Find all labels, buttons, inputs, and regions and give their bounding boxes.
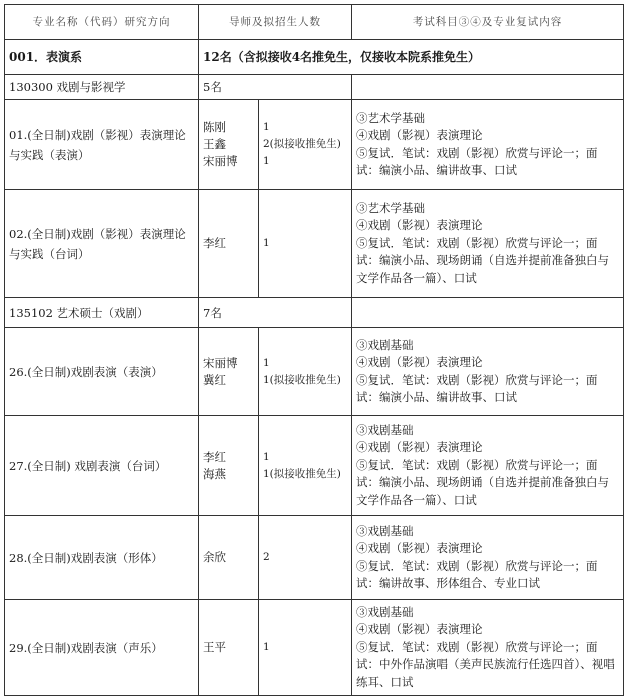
- exam-line: ⑤复试．笔试：戏剧（影视）欣赏与评论一；面试：编演小品、现场朗诵（自选并提前准备独白与文学作品各一篇）、口试: [356, 235, 609, 285]
- count-list: [259, 600, 352, 696]
- exam-line: ④戏剧（影视）表演理论: [356, 541, 483, 555]
- exam-line: ④戏剧（影视）表演理论: [356, 355, 483, 369]
- direction-name: 02.(全日制)戏剧（影视）表演理论与实践（台词）: [5, 190, 199, 298]
- direction-row: [5, 100, 624, 190]
- direction-name: 29.(全日制)戏剧表演（声乐）: [5, 600, 199, 696]
- exam-content: [352, 190, 624, 298]
- major-quota: 5名: [199, 75, 352, 100]
- advisor-name: 宋丽博: [203, 154, 238, 168]
- advisor-count: 2: [263, 551, 270, 563]
- advisor-name: 冀红: [203, 372, 226, 387]
- exam-line: ⑤复试．笔试：戏剧（影视）欣赏与评论一；面试：编讲故事、形体组合、专业口试: [356, 558, 598, 590]
- exam-content: [352, 328, 624, 416]
- direction-name: 01.(全日制)戏剧（影视）表演理论与实践（表演）: [5, 100, 199, 190]
- direction-row: [5, 190, 624, 298]
- count-list: [259, 416, 352, 516]
- direction-name: 26.(全日制)戏剧表演（表演）: [5, 328, 199, 416]
- major-row: [5, 75, 624, 100]
- major-empty: [352, 298, 624, 328]
- header-exam: 考试科目③④及专业复试内容: [352, 5, 624, 40]
- exam-line: ⑤复试．笔试：戏剧（影视）欣赏与评论一；面试：中外作品演唱（美声民族流行任选四首）、视唱练耳、口试: [356, 639, 615, 689]
- count-list: [259, 516, 352, 600]
- exam-line: ④戏剧（影视）表演理论: [356, 128, 483, 142]
- direction-row: [5, 416, 624, 516]
- major-row: [5, 298, 624, 328]
- admissions-table: [4, 4, 624, 696]
- exam-content: [352, 516, 624, 600]
- exam-line: ③艺术学基础: [356, 110, 425, 125]
- exam-line: ⑤复试．笔试：戏剧（影视）欣赏与评论一；面试：编演小品、现场朗诵（自选并提前准备独白与文学作品各一篇）、口试: [356, 457, 609, 507]
- major-code: 130300 戏剧与影视学: [5, 75, 199, 100]
- advisor-name: 宋丽博: [203, 355, 238, 370]
- header-advisors: 导师及拟招生人数: [199, 5, 352, 40]
- advisor-name: 海燕: [203, 466, 226, 481]
- exam-line: ④戏剧（影视）表演理论: [356, 622, 483, 637]
- exam-content: [352, 100, 624, 190]
- exam-line: ③戏剧基础: [356, 422, 414, 437]
- advisor-count: 1: [263, 237, 270, 249]
- direction-row: [5, 600, 624, 696]
- direction-name: 28.(全日制)戏剧表演（形体）: [5, 516, 199, 600]
- exam-line: ⑤复试．笔试：戏剧（影视）欣赏与评论一；面试：编演小品、编讲故事、口试: [356, 372, 598, 404]
- major-quota: 7名: [199, 298, 352, 328]
- advisor-list: [199, 328, 259, 416]
- advisor-count: 1(拟接收推免生): [263, 373, 341, 386]
- count-list: [259, 328, 352, 416]
- advisor-name: 王鑫: [203, 137, 226, 151]
- exam-content: [352, 600, 624, 696]
- advisor-list: [199, 600, 259, 696]
- advisor-list: [199, 100, 259, 190]
- advisor-count: 1: [263, 356, 270, 369]
- direction-row: [5, 516, 624, 600]
- advisor-name: 余欣: [203, 550, 226, 564]
- advisor-list: [199, 190, 259, 298]
- advisor-name: 陈刚: [203, 120, 226, 134]
- major-empty: [352, 75, 624, 100]
- exam-line: ④戏剧（影视）表演理论: [356, 218, 483, 233]
- advisor-count: 1: [263, 121, 270, 133]
- direction-name: 27.(全日制) 戏剧表演（台词）: [5, 416, 199, 516]
- exam-line: ③戏剧基础: [356, 604, 414, 619]
- advisor-count: 1: [263, 450, 270, 463]
- direction-row: [5, 328, 624, 416]
- advisor-count: 2(拟接收推免生): [263, 138, 341, 150]
- exam-line: ⑤复试．笔试：戏剧（影视）欣赏与评论一；面试：编演小品、编讲故事、口试: [356, 145, 598, 177]
- advisor-name: 王平: [203, 640, 226, 654]
- exam-line: ③艺术学基础: [356, 200, 425, 215]
- advisor-count: 1: [263, 641, 270, 653]
- department-name: 001．表演系: [5, 40, 199, 75]
- department-row: [5, 40, 624, 75]
- major-code: 135102 艺术硕士（戏剧）: [5, 298, 199, 328]
- department-quota: 12名（含拟接收4名推免生，仅接收本院系推免生）: [199, 40, 624, 75]
- advisor-list: [199, 416, 259, 516]
- exam-line: ③戏剧基础: [356, 523, 414, 538]
- advisor-name: 李红: [203, 236, 226, 250]
- exam-line: ④戏剧（影视）表演理论: [356, 440, 483, 455]
- advisor-name: 李红: [203, 449, 226, 464]
- count-list: [259, 190, 352, 298]
- header-direction: 专业名称（代码）研究方向: [5, 5, 199, 40]
- advisor-count: 1: [263, 155, 270, 167]
- exam-line: ③戏剧基础: [356, 337, 414, 352]
- count-list: [259, 100, 352, 190]
- advisor-count: 1(拟接收推免生): [263, 467, 341, 480]
- table-header-row: [5, 5, 624, 40]
- exam-content: [352, 416, 624, 516]
- advisor-list: [199, 516, 259, 600]
